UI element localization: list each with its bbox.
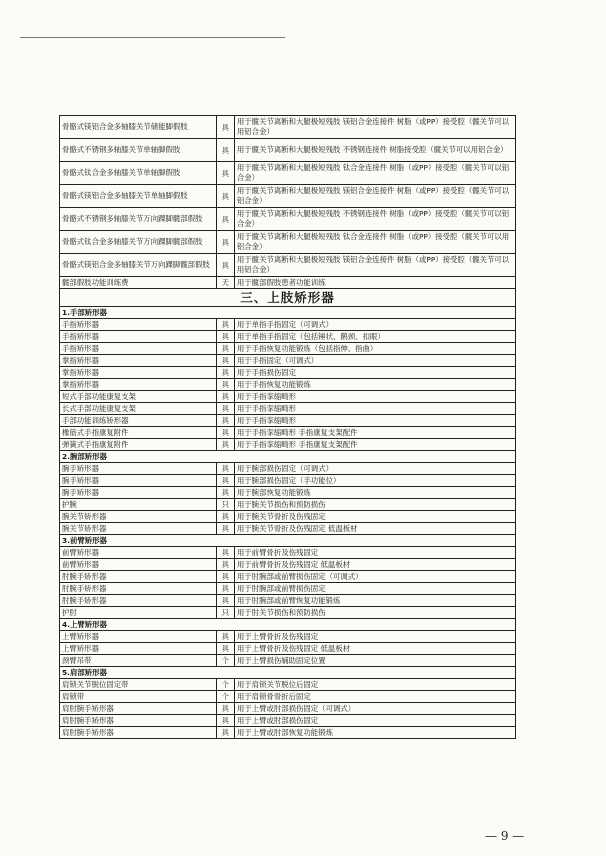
item-description: 用于腕关节骨折及伤残固定 低温板材 [234, 523, 515, 535]
item-description: 用于上臂骨折及伤残固定 低温板材 [234, 643, 515, 655]
subsection-title: 1.手部矫形器 [60, 307, 516, 319]
item-unit: 具 [216, 559, 234, 571]
table-row [60, 415, 516, 427]
item-name: 橡筋式手指康复附件 [60, 427, 217, 439]
item-name: 骨骼式镁铝合金多轴膝关节万向踝脚髋部假肢 [60, 254, 217, 277]
table-row [60, 547, 516, 559]
table-row [60, 208, 516, 231]
item-name: 骨骼式钛合金多轴膝关节万向踝脚髋部假肢 [60, 231, 217, 254]
item-description: 用于前臂骨折及伤残固定 [234, 547, 515, 559]
item-name: 护腕 [60, 499, 217, 511]
table-row [60, 439, 516, 451]
subsection-row [60, 619, 516, 631]
item-description: 用于髋部假肢患者功能训练 [234, 277, 515, 289]
table-row [60, 343, 516, 355]
item-description: 用于上臂或肘部损伤固定（可调式） [234, 703, 515, 715]
table-row [60, 277, 516, 289]
table-row [60, 475, 516, 487]
item-unit: 具 [216, 703, 234, 715]
item-name: 前臂矫形器 [60, 547, 217, 559]
price-table-body [60, 116, 516, 739]
item-name: 弹簧式手指康复附件 [60, 439, 217, 451]
table-row [60, 715, 516, 727]
item-name: 腕手矫形器 [60, 463, 217, 475]
item-description: 用于肘关节损伤和预防损伤 [234, 607, 515, 619]
item-unit: 个 [216, 691, 234, 703]
item-unit: 具 [216, 511, 234, 523]
item-name: 肩肘腕手矫形器 [60, 703, 217, 715]
item-unit: 具 [216, 643, 234, 655]
table-row [60, 655, 516, 667]
item-description: 用于单指手指固定（包括锤状、鹅颈、扣眼） [234, 331, 515, 343]
item-description: 用于髋关节离断和大腿极短残肢 镁铝合金连接件 树脂（或PP）接受腔（髋关节可以用铝合金） [234, 254, 515, 277]
table-row [60, 571, 516, 583]
table-row [60, 116, 516, 139]
item-unit: 只 [216, 607, 234, 619]
table-row [60, 185, 516, 208]
item-name: 上臂矫形器 [60, 643, 217, 655]
price-table [59, 115, 516, 739]
table-row [60, 727, 516, 739]
item-description: 用于腕部损伤固定（可调式） [234, 463, 515, 475]
section-heading-row [60, 289, 516, 307]
table-row [60, 583, 516, 595]
item-unit: 具 [216, 162, 234, 185]
item-unit: 具 [216, 116, 234, 139]
item-description: 用于腕部恢复功能锻炼 [234, 487, 515, 499]
subsection-title: 3.前臂矫形器 [60, 535, 516, 547]
item-description: 用于髋关节离断和大腿极短残肢 不锈钢连接件 树脂（或PP）接受腔（髋关节可以铝合金） [234, 208, 515, 231]
item-description: 用于单指手指固定（可调式） [234, 319, 515, 331]
item-name: 肩肘腕手矫形器 [60, 715, 217, 727]
item-name: 腕关节矫形器 [60, 511, 217, 523]
item-unit: 具 [216, 391, 234, 403]
item-description: 用于前臂骨折及伤残固定 低温板材 [234, 559, 515, 571]
item-unit: 天 [216, 277, 234, 289]
table-row [60, 703, 516, 715]
item-name: 掌指矫形器 [60, 367, 217, 379]
item-name: 掌指矫形器 [60, 379, 217, 391]
item-description: 用于肘腕部或前臂恢复功能锻炼 [234, 595, 515, 607]
table-row [60, 391, 516, 403]
item-description: 用于手指挛缩畸形 [234, 403, 515, 415]
table-row [60, 139, 516, 162]
item-name: 腕手矫形器 [60, 487, 217, 499]
item-unit: 具 [216, 415, 234, 427]
item-unit: 具 [216, 367, 234, 379]
item-description: 用于肘腕部或前臂损伤固定（可调式） [234, 571, 515, 583]
item-description: 用于髋关节离断和大腿极短残肢 钛合金连接件 树脂（或PP）接受腔（髋关节可以铝合金） [234, 162, 515, 185]
item-name: 手指矫形器 [60, 331, 217, 343]
item-description: 用于手指固定（可调式） [234, 355, 515, 367]
table-row [60, 691, 516, 703]
item-name: 肩肘腕手矫形器 [60, 727, 217, 739]
item-unit: 具 [216, 231, 234, 254]
item-name: 肘腕手矫形器 [60, 595, 217, 607]
item-description: 用于肩锁关节脱位后固定 [234, 679, 515, 691]
item-unit: 只 [216, 499, 234, 511]
item-description: 用于手指挛缩畸形 [234, 415, 515, 427]
item-description: 用于髋关节离断和大腿极短残肢 镁铝合金连接件 树脂（或PP）接受腔（髋关节可以用铝合金） [234, 116, 515, 139]
table-row [60, 511, 516, 523]
table-row [60, 331, 516, 343]
item-unit: 具 [216, 139, 234, 162]
item-description: 用于腕关节损伤和预防损伤 [234, 499, 515, 511]
table-row [60, 595, 516, 607]
item-name: 手部功能训练矫形器 [60, 415, 217, 427]
item-name: 骨骼式镁铝合金多轴膝关节单轴脚假肢 [60, 185, 217, 208]
item-description: 用于上臂损伤辅助固定位置 [234, 655, 515, 667]
subsection-row [60, 667, 516, 679]
item-unit: 具 [216, 463, 234, 475]
item-unit: 具 [216, 403, 234, 415]
table-row [60, 463, 516, 475]
item-description: 用于腕关节骨折及伤残固定 [234, 511, 515, 523]
item-unit: 具 [216, 254, 234, 277]
table-row [60, 367, 516, 379]
table-row [60, 231, 516, 254]
item-name: 上臂矫形器 [60, 631, 217, 643]
table-row [60, 355, 516, 367]
table-row [60, 162, 516, 185]
subsection-title: 5.肩部矫形器 [60, 667, 516, 679]
item-description: 用于髋关节离断和大腿极短残肢 不锈钢连接件 树脂接受腔（髋关节可以用铝合金） [234, 139, 515, 162]
item-name: 颈臂吊带 [60, 655, 217, 667]
section-heading: 三、上肢矫形器 [60, 289, 516, 307]
item-name: 掌指矫形器 [60, 355, 217, 367]
table-row [60, 403, 516, 415]
item-unit: 具 [216, 571, 234, 583]
item-unit: 具 [216, 439, 234, 451]
item-name: 骨骼式不锈钢多轴膝关节万向踝脚髋部假肢 [60, 208, 217, 231]
table-row [60, 487, 516, 499]
item-description: 用于手指挛缩畸形 手指康复支架配件 [234, 427, 515, 439]
item-description: 用于上臂骨折及伤残固定 [234, 631, 515, 643]
item-name: 骨骼式不锈钢多轴膝关节单轴脚假肢 [60, 139, 217, 162]
item-description: 用于上臂或肘部恢复功能锻炼 [234, 727, 515, 739]
item-unit: 具 [216, 185, 234, 208]
item-name: 肘腕手矫形器 [60, 583, 217, 595]
header-rule [20, 37, 285, 38]
table-row [60, 499, 516, 511]
item-description: 用于髋关节离断和大腿极短残肢 钛合金连接件 树脂（或PP）接受腔（髋关节可以用铝合金） [234, 231, 515, 254]
item-name: 肘腕手矫形器 [60, 571, 217, 583]
subsection-row [60, 307, 516, 319]
item-name: 短式手部功能康复支架 [60, 391, 217, 403]
item-description: 用于腕部损伤固定（手功能位） [234, 475, 515, 487]
item-unit: 具 [216, 427, 234, 439]
page-number: — 9 — [485, 829, 525, 843]
item-unit: 个 [216, 655, 234, 667]
item-unit: 具 [216, 379, 234, 391]
item-name: 肩锁关节脱位固定带 [60, 679, 217, 691]
item-unit: 具 [216, 547, 234, 559]
table-row [60, 679, 516, 691]
item-unit: 具 [216, 583, 234, 595]
item-unit: 具 [216, 595, 234, 607]
item-name: 骨骼式镁铝合金多轴膝关节储能脚假肢 [60, 116, 217, 139]
item-unit: 具 [216, 331, 234, 343]
item-unit: 具 [216, 319, 234, 331]
item-description: 用于手指挛缩畸形 手指康复支架配件 [234, 439, 515, 451]
item-unit: 具 [216, 727, 234, 739]
item-name: 骨骼式钛合金多轴膝关节单轴脚假肢 [60, 162, 217, 185]
item-name: 腕关节矫形器 [60, 523, 217, 535]
item-name: 手指矫形器 [60, 319, 217, 331]
table-row [60, 643, 516, 655]
item-name: 护肘 [60, 607, 217, 619]
item-description: 用于肩锁骨骨折后固定 [234, 691, 515, 703]
item-name: 手指矫形器 [60, 343, 217, 355]
item-description: 用于手指损伤固定 [234, 367, 515, 379]
item-description: 用于上臂或肘部损伤固定 [234, 715, 515, 727]
table-row [60, 254, 516, 277]
item-name: 长式手部功能康复支架 [60, 403, 217, 415]
table-row [60, 379, 516, 391]
item-unit: 具 [216, 523, 234, 535]
subsection-row [60, 535, 516, 547]
item-description: 用于肘腕部或前臂损伤固定 [234, 583, 515, 595]
subsection-title: 4.上臂矫形器 [60, 619, 516, 631]
table-row [60, 607, 516, 619]
item-description: 用于手指恢复功能锻炼 [234, 379, 515, 391]
item-unit: 具 [216, 631, 234, 643]
item-unit: 具 [216, 343, 234, 355]
item-name: 腕手矫形器 [60, 475, 217, 487]
table-row [60, 427, 516, 439]
item-description: 用于手指挛缩畸形 [234, 391, 515, 403]
item-description: 用于手指恢复功能锻炼（包括指伸、指曲） [234, 343, 515, 355]
item-name: 髋部假肢功能训练费 [60, 277, 217, 289]
item-unit: 个 [216, 679, 234, 691]
item-name: 肩锁带 [60, 691, 217, 703]
subsection-title: 2.腕部矫形器 [60, 451, 516, 463]
table-row [60, 559, 516, 571]
item-unit: 具 [216, 487, 234, 499]
subsection-row [60, 451, 516, 463]
table-row [60, 631, 516, 643]
table-row [60, 319, 516, 331]
table-row [60, 523, 516, 535]
item-description: 用于髋关节离断和大腿极短残肢 镁铝合金连接件 树脂（或PP）接受腔（髋关节可以铝合金） [234, 185, 515, 208]
item-unit: 具 [216, 475, 234, 487]
item-name: 前臂矫形器 [60, 559, 217, 571]
item-unit: 具 [216, 715, 234, 727]
item-unit: 具 [216, 355, 234, 367]
item-unit: 具 [216, 208, 234, 231]
